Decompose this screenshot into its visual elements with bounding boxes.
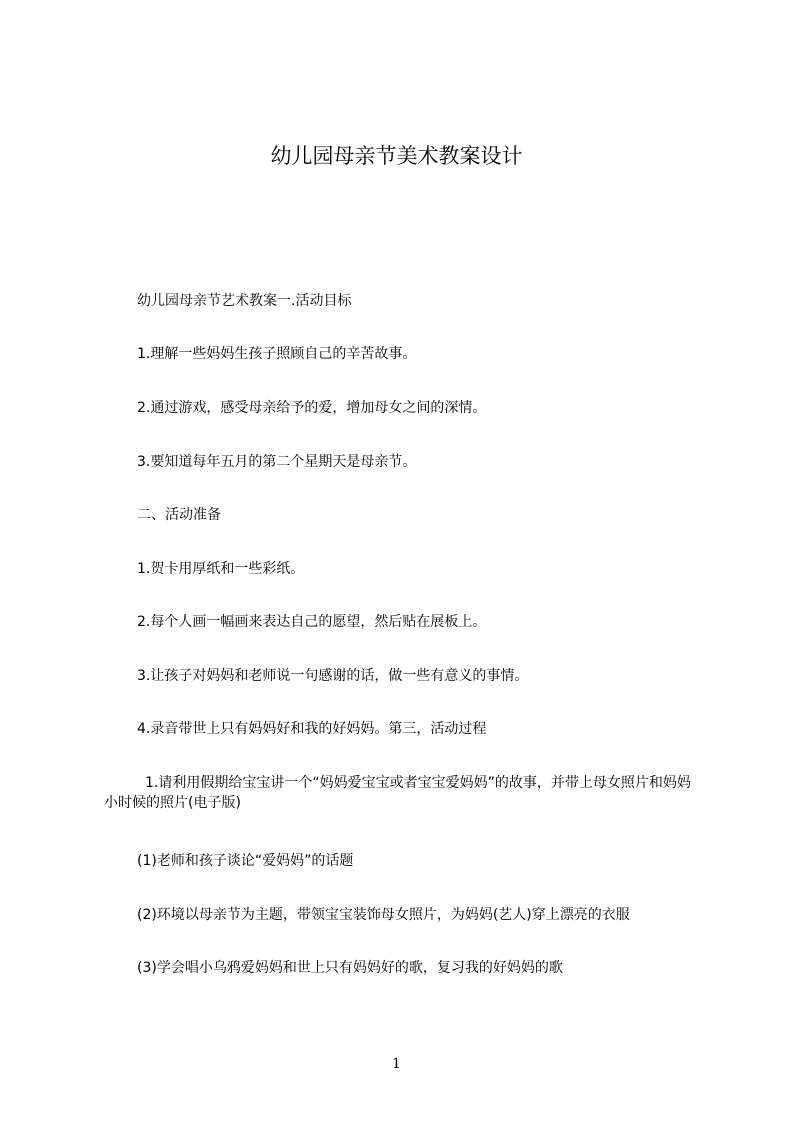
page-number: 1 bbox=[392, 1056, 401, 1072]
paragraph-preparation-3: 3.让孩子对妈妈和老师说一句感谢的话，做一些有意义的事情。 bbox=[137, 668, 529, 684]
paragraph-preparation-4: 4.录音带世上只有妈妈好和我的好妈妈。第三，活动过程 bbox=[137, 721, 487, 737]
paragraph-process-sub-2: (2)环境以母亲节为主题，带领宝宝装饰母女照片，为妈妈(艺人)穿上漂亮的衣服 bbox=[137, 907, 630, 923]
paragraph-process-sub-3: (3)学会唱小乌鸦爱妈妈和世上只有妈妈好的歌，复习我的好妈妈的歌 bbox=[137, 960, 563, 976]
paragraph-preparation-heading: 二、活动准备 bbox=[137, 507, 221, 523]
paragraph-goal-1: 1.理解一些妈妈生孩子照顾自己的辛苦故事。 bbox=[137, 346, 417, 362]
paragraph-activity-goals-heading: 幼儿园母亲节艺术教案一.活动目标 bbox=[137, 293, 352, 309]
paragraph-preparation-2: 2.每个人画一幅画来表达自己的愿望，然后贴在展板上。 bbox=[137, 614, 487, 630]
paragraph-goal-3: 3.要知道每年五月的第二个星期天是母亲节。 bbox=[137, 454, 417, 470]
paragraph-process-sub-1: (1)老师和孩子谈论“爱妈妈”的话题 bbox=[137, 853, 354, 869]
paragraph-preparation-1: 1.贺卡用厚纸和一些彩纸。 bbox=[137, 561, 305, 577]
paragraph-goal-2: 2.通过游戏，感受母亲给予的爱，增加母女之间的深情。 bbox=[137, 400, 487, 416]
document-title: 幼儿园母亲节美术教案设计 bbox=[270, 144, 523, 168]
paragraph-process-1: 1.请利用假期给宝宝讲一个“妈妈爱宝宝或者宝宝爱妈妈”的故事，并带上母女照片和妈妈小时候的照片(电子版) bbox=[104, 775, 691, 811]
